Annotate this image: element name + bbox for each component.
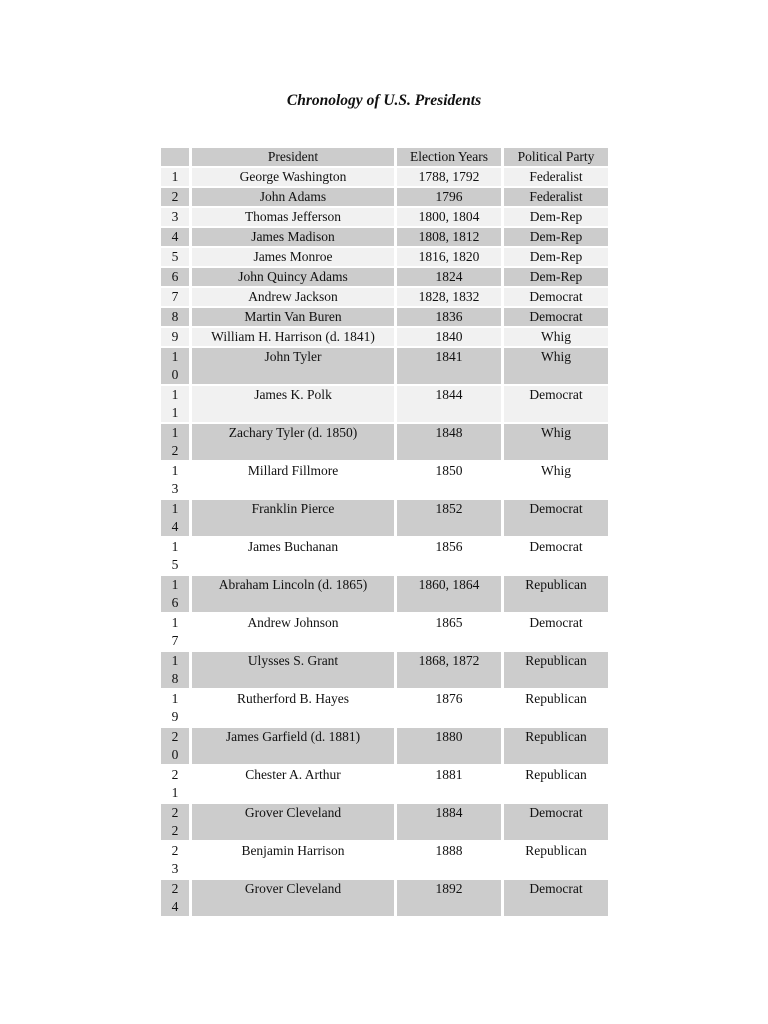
table-row [161,208,608,226]
row-number [161,188,189,206]
row-president: James Madison [192,228,394,246]
row-election-years: 1808, 1812 [397,228,501,246]
row-number-text: 16 [171,577,179,610]
row-number [161,652,189,688]
table-row [161,268,608,286]
row-number [161,576,189,612]
row-number-text: 4 [171,229,179,244]
row-election-years: 1884 [397,804,501,840]
row-number [161,690,189,726]
row-election-years: 1788, 1792 [397,168,501,186]
table-row [161,228,608,246]
table-row [161,462,608,498]
row-number [161,880,189,916]
row-number-text: 14 [171,501,179,534]
row-president: John Tyler [192,348,394,384]
row-political-party: Democrat [504,288,608,306]
table-row [161,188,608,206]
header-number [161,148,189,166]
row-number [161,308,189,326]
row-number-text: 7 [171,289,179,304]
row-election-years: 1828, 1832 [397,288,501,306]
row-president: Millard Fillmore [192,462,394,498]
row-election-years: 1844 [397,386,501,422]
table-row [161,538,608,574]
row-political-party: Republican [504,652,608,688]
row-number-text: 22 [171,805,179,838]
row-political-party: Democrat [504,500,608,536]
row-number-text: 20 [171,729,179,762]
row-election-years: 1880 [397,728,501,764]
row-president: Chester A. Arthur [192,766,394,802]
row-political-party: Republican [504,728,608,764]
row-number-text: 1 [171,169,179,184]
row-president: Andrew Jackson [192,288,394,306]
row-number-text: 11 [171,387,179,420]
row-number [161,842,189,878]
row-number [161,248,189,266]
row-president: Thomas Jefferson [192,208,394,226]
row-election-years: 1856 [397,538,501,574]
row-political-party: Whig [504,348,608,384]
row-number-text: 6 [171,269,179,284]
table-row [161,168,608,186]
row-political-party: Republican [504,576,608,612]
row-political-party: Dem-Rep [504,248,608,266]
row-president: Benjamin Harrison [192,842,394,878]
table-row [161,842,608,878]
row-number [161,462,189,498]
row-election-years: 1892 [397,880,501,916]
row-number [161,268,189,286]
row-election-years: 1816, 1820 [397,248,501,266]
table-row [161,424,608,460]
row-political-party: Republican [504,842,608,878]
row-president: John Adams [192,188,394,206]
row-president: James Monroe [192,248,394,266]
row-number [161,424,189,460]
row-number-text: 19 [171,691,179,724]
row-number [161,728,189,764]
row-political-party: Democrat [504,880,608,916]
row-number-text: 23 [171,843,179,876]
table-row [161,500,608,536]
row-election-years: 1848 [397,424,501,460]
row-number [161,804,189,840]
table-row [161,248,608,266]
row-election-years: 1865 [397,614,501,650]
row-number [161,386,189,422]
table-body [161,168,608,916]
row-political-party: Dem-Rep [504,268,608,286]
row-number [161,228,189,246]
row-number [161,538,189,574]
row-president: James Garfield (d. 1881) [192,728,394,764]
row-political-party: Republican [504,766,608,802]
row-number-text: 10 [171,349,179,382]
row-number-text: 17 [171,615,179,648]
row-political-party: Democrat [504,804,608,840]
row-election-years: 1796 [397,188,501,206]
row-number-text: 15 [171,539,179,572]
header-president: President [192,148,394,166]
row-election-years: 1850 [397,462,501,498]
row-president: Ulysses S. Grant [192,652,394,688]
table-row [161,728,608,764]
row-election-years: 1876 [397,690,501,726]
row-political-party: Dem-Rep [504,208,608,226]
table-row [161,328,608,346]
table-row [161,690,608,726]
row-president: Martin Van Buren [192,308,394,326]
row-election-years: 1840 [397,328,501,346]
row-president: Grover Cleveland [192,804,394,840]
row-number [161,288,189,306]
row-election-years: 1852 [397,500,501,536]
row-number-text: 18 [171,653,179,686]
row-president: William H. Harrison (d. 1841) [192,328,394,346]
table-row [161,288,608,306]
presidents-table [158,146,611,918]
row-election-years: 1824 [397,268,501,286]
table-row [161,308,608,326]
row-number-text: 24 [171,881,179,914]
row-number-text: 5 [171,249,179,264]
table-row [161,652,608,688]
row-number [161,348,189,384]
table-row [161,766,608,802]
row-president: Franklin Pierce [192,500,394,536]
row-political-party: Democrat [504,538,608,574]
header-election-years: Election Years [397,148,501,166]
row-president: George Washington [192,168,394,186]
row-number [161,614,189,650]
row-number [161,208,189,226]
row-president: Rutherford B. Hayes [192,690,394,726]
table-row [161,348,608,384]
row-political-party: Democrat [504,308,608,326]
table-header-row [161,148,608,166]
row-political-party: Democrat [504,614,608,650]
header-political-party: Political Party [504,148,608,166]
row-political-party: Federalist [504,188,608,206]
row-number-text: 21 [171,767,179,800]
row-political-party: Democrat [504,386,608,422]
row-president: James K. Polk [192,386,394,422]
row-number-text: 9 [171,329,179,344]
row-election-years: 1881 [397,766,501,802]
table-row [161,386,608,422]
row-number-text: 12 [171,425,179,458]
row-president: Grover Cleveland [192,880,394,916]
row-election-years: 1836 [397,308,501,326]
row-political-party: Whig [504,424,608,460]
row-election-years: 1860, 1864 [397,576,501,612]
page-title: Chronology of U.S. Presidents [286,92,482,109]
row-election-years: 1841 [397,348,501,384]
row-number-text: 8 [171,309,179,324]
row-political-party: Dem-Rep [504,228,608,246]
row-number-text: 2 [171,189,179,204]
row-political-party: Republican [504,690,608,726]
row-election-years: 1800, 1804 [397,208,501,226]
row-number [161,766,189,802]
row-number [161,500,189,536]
row-number-text: 3 [171,209,179,224]
table-row [161,804,608,840]
row-president: Zachary Tyler (d. 1850) [192,424,394,460]
row-political-party: Whig [504,328,608,346]
row-president: James Buchanan [192,538,394,574]
row-number [161,168,189,186]
row-president: Abraham Lincoln (d. 1865) [192,576,394,612]
row-president: John Quincy Adams [192,268,394,286]
row-president: Andrew Johnson [192,614,394,650]
table-row [161,576,608,612]
row-political-party: Federalist [504,168,608,186]
row-number-text: 13 [171,463,179,496]
row-number [161,328,189,346]
row-election-years: 1888 [397,842,501,878]
table-row [161,614,608,650]
row-political-party: Whig [504,462,608,498]
table-row [161,880,608,916]
row-election-years: 1868, 1872 [397,652,501,688]
